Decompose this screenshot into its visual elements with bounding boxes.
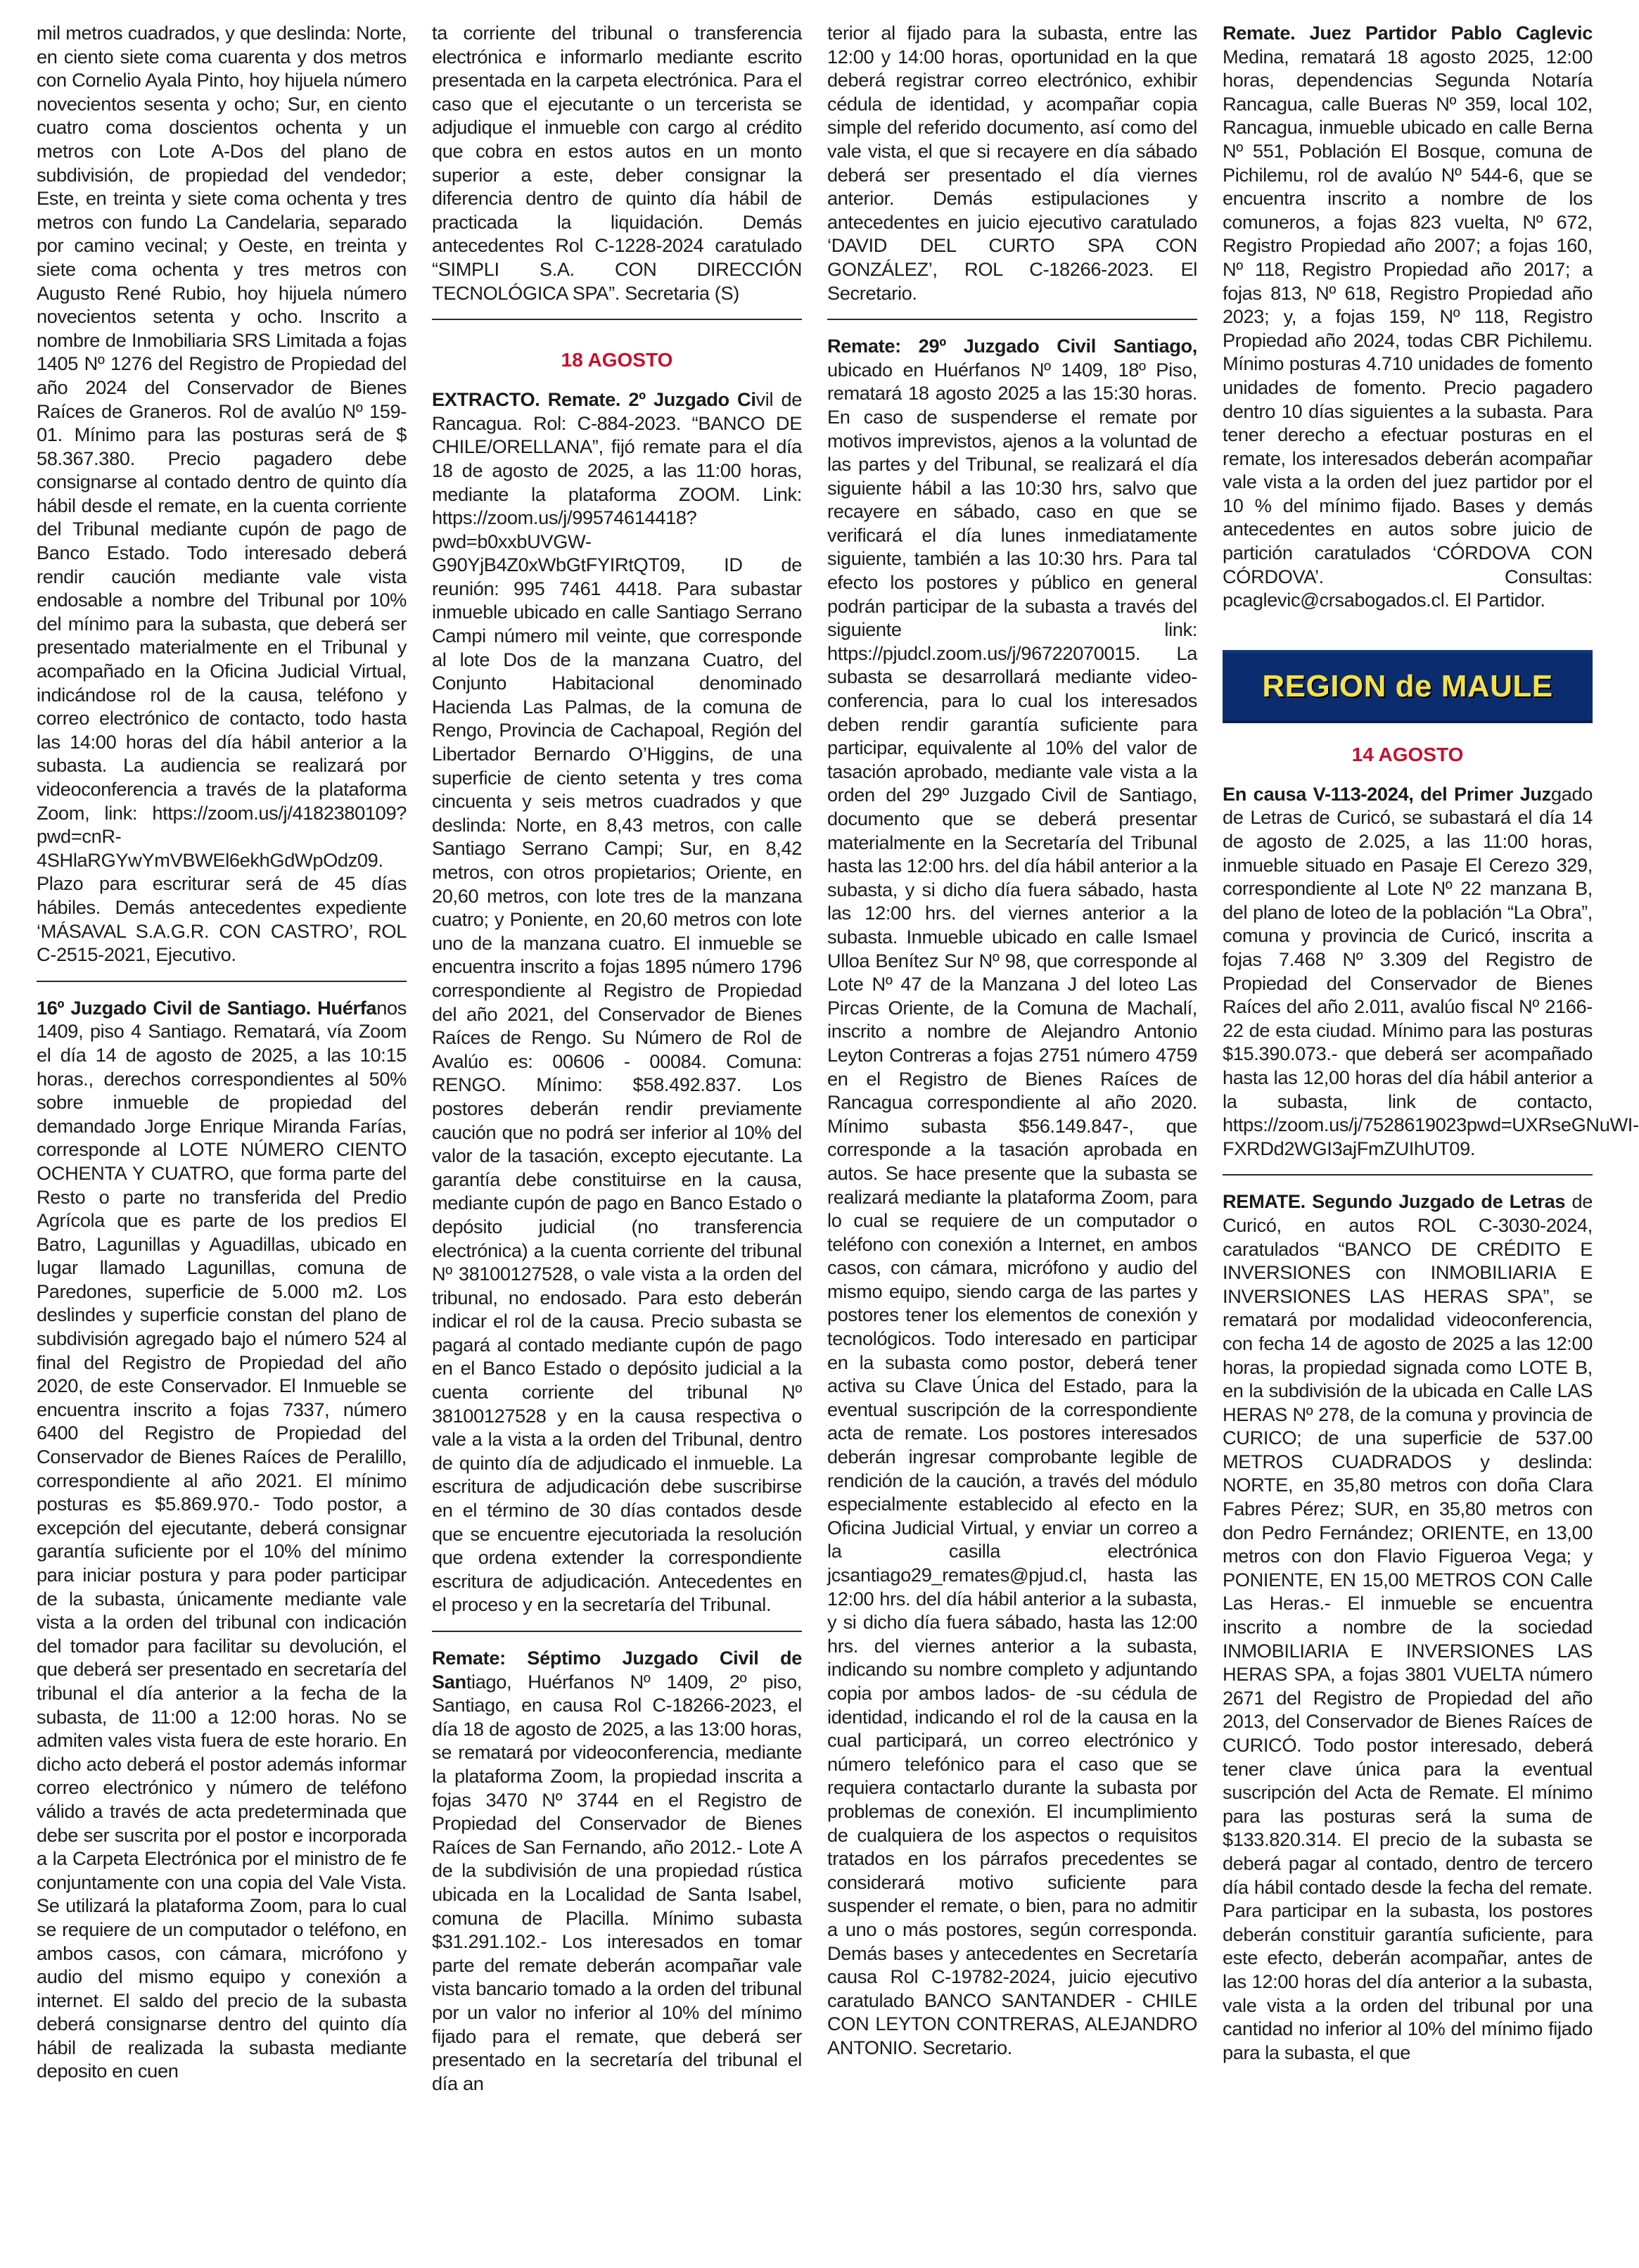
notice-16-juzgado-civil-santiago (37, 996, 407, 2087)
notice-body: mil metros cuadrados, y que deslinda: Norte, en ciento siete coma cuarenta y dos metros con Cornelio Ayala Pinto, hoy hijuela número novecientos sesenta y ocho; Sur, en ciento cuatro coma doscientos ochenta y un metros con Lote A-Dos del plano de subdivisión, de propiedad del vendedor; Este, en treinta y siete coma ochenta y tres metros con fundo La Candelaria, separado por camino vecinal; y Oeste, en treinta y siete coma ochenta y tres metros con Augusto René Rubio, hoy hijuela número novecientos setenta y ocho. Inscrito a nombre de Inmobiliaria SRS Limitada a fojas 1405 Nº 1276 del Registro de Propiedad del año 2024 del Conservador de Bienes Raíces de Graneros. Rol de avalúo Nº 159-01. Mínimo para las posturas será de $ 58.367.380. Precio pagadero debe consignarse al contado dentro de quinto día hábil desde el remate, en la cuenta corriente del Tribunal mediante cupón de pago de Banco Estado. Todo interesado deberá rendir caución mediante vale vista endosable a nombre del Tribunal por 10% del mínimo para la subasta, que deberá ser presentado materialmente en el Tribunal y acompañado en la Oficina Judicial Virtual, indicándose rol de la causa, teléfono y correo electrónico de contacto, todo hasta las 14:00 horas del día hábil anterior a la subasta. La audiencia se realizará por videoconferencia a través de la plataforma Zoom, link: https://zoom.us/j/4182380109?pwd=cnR-4SHlaRGYwYmVBWEl6ekhGdWpOdz09. Plazo para escriturar será de 45 días hábiles. Demás antecedentes expediente ‘MÁSAVAL S.A.G.R. CON CASTRO’, ROL C-2515-2021, Ejecutivo. (37, 22, 407, 966)
notice-body: ta corriente del tribunal o transferencia electrónica e informarlo mediante escrito presentada en la carpeta electrónica. Para el caso que el ejecutante o un tercerista se adjudique el inmueble con cargo al crédito que cobra en estos autos en un monto superior a este, deber consignar la diferencia dentro de quinto día hábil de practicada la liquidación. Demás antecedentes Rol C-1228-2024 caratulado “SIMPLI S.A. CON DIRECCIÓN TECNOLÓGICA SPA”. Secretaria (S) (432, 22, 802, 304)
notice-text (827, 21, 1197, 305)
notice-lead: Remate: 29º Juzgado Civil Santiago, (827, 335, 1197, 357)
notice-2-juzgado-rancagua (432, 388, 802, 1621)
notice-body: vil de Rancagua. Rol: C-884-2023. “BANCO DE CHILE/ORELLANA”, fijó remate para el día 18 de agosto de 2025, a las 11:00 horas, mediante la plataforma ZOOM. Link: https://zoom.us/j/99574614418?pwd=b0xxbUVGW-G90YjB4Z0xWbGtFYIRtQT09, ID de reunión: 995 7461 4418. Para subastar inmueble ubicado en calle Santiago Serrano Campi número mil veinte, que corresponde al lote Dos de la manzana Cuatro, del Conjunto Habitacional denominado Hacienda Las Palmas, de la comuna de Rengo, Provincia de Cachapoal, Región del Libertador Bernardo O’Higgins, de una superficie de ciento setenta y tres coma cincuenta y seis metros cuadrados y que deslinda: Norte, en 8,43 metros, con calle Santiago Serrano Campi; Sur, en 8,42 metros, con otros propietarios; Oriente, en 20,60 metros, con lote tres de la manzana cuatro; y Poniente, en 20,60 metros con lote uno de la manzana cuatro. El inmueble se encuentra inscrito a fojas 1895 número 1796 correspondiente al Registro de Propiedad del año 2021, del Conservador de Bienes Raíces de Rengo. Su Número de Rol de Avalúo es: 00606 - 00084. Comuna: RENGO. Mínimo: $58.492.837. Los postores deberán rendir previamente caución que no podrá ser inferior al 10% del valor de la tasación, excepto ejecutante. La garantía debe constituirse en la causa, mediante cupón de pago en Banco Estado o depósito judicial (no transferencia electrónica) a la cuenta corriente del tribunal Nº 38100127528, o vale vista a la orden del tribunal, no endosado. Para esto deberán indicar el rol de la causa. Precio subasta se pagará al contado mediante cupón de pago en el Banco Estado o depósito judicial a la cuenta corriente del tribunal Nº 38100127528 y en la causa respectiva o vale a la vista a la orden del Tribunal, dentro de quinto día de adjudicado el inmueble. La escritura de adjudicación debe suscribirse en el término de 30 días contados desde que se encuentre ejecutoriada la resolución que ordena extender la correspondiente escritura de adjudicación. Antecedentes en el proceso y en la secretaría del Tribunal. (432, 388, 802, 1616)
notice-lead: EXTRACTO. Remate. 2º Juzgado Ci (432, 388, 756, 411)
notice-text (432, 1646, 802, 2095)
notice-text (37, 996, 407, 2083)
column-1 (37, 21, 407, 2247)
notice-text (827, 334, 1197, 2059)
region-banner-title: REGION de MAULE (1262, 669, 1553, 704)
notice-body: Medina, rematará 18 agosto 2025, 12:00 horas, dependencias Segunda Notaría Rancagua, calle Bueras Nº 359, local 102, Rancagua, inmueble ubicado en calle Berna Nº 551, Población El Bosque, comuna de Pichilemu, rol de avalúo Nº 544-6, que se encuentra inscrito a nombre de los comuneros, a fojas 823 vuelta, Nº 672, Registro Propiedad año 2007; a fojas 160, Nº 118, Registro Propiedad año 2017; a fojas 813, Nº 618, Registro Propiedad año 2023; y, a fojas 159, Nº 118, Registro Propiedad año 2024, todas CBR Pichilemu. Mínimo posturas 4.710 unidades de fomento unidades de fomento. Precio pagadero dentro 10 días siguientes a la subasta. Para tener derecho a efectuar posturas en el remate, los interesados deberán acompañar vale vista a la orden del juez partidor por el 10 % del mínimo fijado. Bases y demás antecedentes en autos sobre juicio de partición caratulados ‘CÓRDOVA CON CÓRDOVA’. Consultas: pcaglevic@crsabogados.cl. El Partidor. (1223, 45, 1593, 611)
notice-septimo-continued (827, 21, 1197, 309)
notice-juez-partidor (1223, 21, 1593, 616)
notice-lead: 16º Juzgado Civil de Santiago. Huérfa (37, 996, 377, 1019)
notice-septimo-juzgado-santiago (432, 1646, 802, 2099)
notice-body: ubicado en Huérfanos Nº 1409, 18º Piso, rematará 18 agosto 2025 a las 15:30 horas. En caso de suspenderse el remate por motivos imprevistos, ajenos a la voluntad de las partes y del Tribunal, se realizará el día siguiente hábil a las 10:30 hrs, salvo que recayere en sábado, caso en que se verificará el día lunes inmediatamente siguiente, también a las 10:30 hrs. Para tal efecto los postores y público en general podrán participar de la subasta a través del siguiente link: https://pjudcl.zoom.us/j/96722070015. La subasta se desarrollará mediante video-conferencia, para lo cual los interesados deben rendir garantía suficiente para participar, equivalente al 10% del valor de tasación aprobado, mediante vale vista a la orden del 29º Juzgado Civil de Santiago, documento que se deberá presentar materialmente en la Secretaría del Tribunal hasta las 12:00 hrs. del día hábil anterior a la subasta, y si dicho día fuera sábado, hasta las 12:00 hrs. del viernes anterior a la subasta. Inmueble ubicado en calle Ismael Ulloa Benítez Sur Nº 98, que corresponde al Lote Nº 47 de la Manzana J del loteo Las Pircas Oriente, de la Comuna de Machalí, inscrito a nombre de Alejandro Antonio Leyton Contreras a fojas 2751 número 4759 en el Registro de Bienes Raíces de Rancagua correspondiente al año 2020. Mínimo subasta $56.149.847-, que corresponde a la tasación aprobada en autos. Se hace presente que la subasta se realizará mediante la plataforma Zoom, para lo cual se requiere de un computador o teléfono con conexión a Internet, en ambos casos, con cámara, micrófono y audio del mismo equipo, siendo carga de las partes y postores tener los elementos de conexión y tecnológicos. Todo interesado en participar en la subasta como postor, deberá tener activa su Clave Única del Estado, para la eventual suscripción de la correspondiente acta de remate. Los postores interesados deberán ingresar comprobante legible de rendición de la caución, a través del módulo especialmente establecido al efecto en la Oficina Judicial Virtual, y enviar un correo a la casilla electrónica jcsantiago29_remates@pjud.cl, hasta las 12:00 hrs. del día hábil anterior a la subasta, y si dicho día fuera sábado, hasta las 12:00 hrs. del viernes anterior a la subasta, indicando su nombre completo y adjuntando copia por ambos lados- de -su cédula de identidad, indicando el rol de la causa en la cual participará, un correo electrónico y número telefónico para el caso que se requiera contactarlo durante la subasta por problemas de conexión. El incumplimiento de cualquiera de los aspectos o requisitos tratados en los párrafos precedentes se considerará motivo suficiente para suspender el remate, o bien, para no admitir a uno o más postores, según corresponda. Demás bases y antecedentes en Secretaría causa Rol C-19782-2024, juicio ejecutivo caratulado BANCO SANTANDER - CHILE CON LEYTON CONTRERAS, ALEJANDRO ANTONIO. Secretario. (827, 358, 1197, 2058)
date-heading-18-agosto: 18 AGOSTO (561, 349, 673, 371)
notice-simpli-continued (432, 21, 802, 309)
classifieds-page (37, 21, 1639, 2247)
notice-segundo-juzgado-curico (1223, 1190, 1593, 2068)
notice-29-juzgado-civil-santiago (827, 334, 1197, 2063)
notice-divider (827, 319, 1197, 320)
notice-graneros-continued (37, 21, 407, 971)
column-4 (1223, 21, 1639, 2247)
notice-lead: Remate. Juez Partidor Pablo Caglevic (1223, 22, 1593, 44)
column-3 (827, 21, 1197, 2247)
notice-lead: Remate: Séptimo Juzgado Civil de San (432, 1647, 802, 1693)
notice-text (432, 388, 802, 1617)
notice-body: terior al fijado para la subasta, entre las 12:00 y 14:00 horas, oportunidad en la que deberá registrar correo electrónico, exhibir cédula de identidad, y acompañar copia simple del referido documento, así como del vale vista, el que si recayere en día sábado deberá ser presentado el día viernes anterior. Demás estipulaciones y antecedentes en juicio ejecutivo caratulado ‘DAVID DEL CURTO SPA CON GONZÁLEZ’, ROL C-18266-2023. El Secretario. (827, 22, 1197, 304)
notice-divider (432, 1631, 802, 1632)
region-banner (1223, 650, 1593, 723)
date-heading-14-agosto: 14 AGOSTO (1351, 743, 1464, 765)
notice-body: de Curicó, en autos ROL C-3030-2024, caratulados “BANCO DE CRÉDITO E INVERSIONES con INMOBILIARIA E INVERSIONES LAS HERAS SPA”, se rematará por modalidad videoconferencia, con fecha 14 de agosto de 2025 a las 12:00 horas, la propiedad signada como LOTE B, en la subdivisión de la ubicada en Calle LAS HERAS Nº 278, de la comuna y provincia de CURICO; de una superficie de 537.00 METROS CUADRADOS y deslinda: NORTE, en 35,80 metros con doña Clara Fabres Pérez; SUR, en 35,80 metros con don Pedro Fernández; ORIENTE, en 13,00 metros con don Flavio Figueroa Vega; y PONIENTE, EN 15,00 METROS CON Calle Las Heras.- El inmueble se encuentra inscrito a nombre de la sociedad INMOBILIARIA E INVERSIONES LAS HERAS SPA, a fojas 3801 VUELTA número 2671 del Registro de Propiedad del año 2013, del Conservador de Bienes Raíces de CURICÓ. Todo postor interesado, deberá tener clave única para la eventual suscripción del Acta de Remate. El mínimo para las posturas será la suma de $133.820.314. El precio de la subasta se deberá pagar al contado, dentro de tercero día hábil contado desde la fecha del remate. Para participar en la subasta, los postores deberán constituir garantía suficiente, para este efecto, deberán acompañar, antes de las 12:00 horas del día anterior a la subasta, vale vista a la orden del tribunal por una cantidad no inferior al 10% del mínimo fijado para la subasta, el que (1223, 1190, 1593, 2063)
notice-body: tiago, Huérfanos Nº 1409, 2º piso, Santiago, en causa Rol C-18266-2023, el día 18 de agosto de 2025, a las 13:00 horas, se rematará por videoconferencia, mediante la plataforma Zoom, la propiedad inscrita a fojas 3470 Nº 3744 en el Registro de Propiedad del Conservador de Bienes Raíces de San Fernando, año 2012.- Lote A de la subdivisión de una propiedad rústica ubicada en la Localidad de Santa Isabel, comuna de Placilla. Mínimo subasta $31.291.102.- Los interesados en tomar parte del remate deberán acompañar vale vista bancario tomado a la orden del tribunal por un valor no inferior al 10% del mínimo fijado para el remate, que deberá ser presentado en la secretaría del tribunal el día an (432, 1670, 802, 2094)
notice-body: nos 1409, piso 4 Santiago. Rematará, vía Zoom el día 14 de agosto de 2025, a las 10:15 horas., derechos correspondientes al 50% sobre inmueble de propiedad del demandado Jorge Enrique Miranda Farías, corresponde al LOTE NÚMERO CIENTO OCHENTA Y CUATRO, que forma parte del Resto o parte no transferida del Predio Agrícola que es parte de los predios El Batro, Lagunillas y Aguadillas, ubicado en lugar llamado Lagunillas, comuna de Paredones, superficie de 5.000 m2. Los deslindes y superficie constan del plano de subdivisión agregado bajo el número 524 al final del Registro de Propiedad del año 2020, de este Conservador. El Inmueble se encuentra inscrito a fojas 7337, número 6400 del Registro de Propiedad del Conservador de Bienes Raíces de Peralillo, correspondiente al año 2021. El mínimo posturas es $5.869.970.- Todo postor, a excepción del ejecutante, deberá consignar garantía suficiente por el 10% del mínimo para iniciar postura y para poder participar de la subasta, únicamente mediante vale vista a la orden del tribunal con indicación del tomador para facilitar su devolución, el que deberá ser presentado en secretaría del tribunal el día anterior a la fecha de la subasta, de 11:00 a 12:00 horas. No se admiten vales vista fuera de este horario. En dicho acto deberá el postor además informar correo electrónico y número de teléfono válido a través de acta predeterminada que debe ser suscrita por el postor e incorporada a la Carpeta Electrónica por el ministro de fe conjuntamente con una copia del Vale Vista. Se utilizará la plataforma Zoom, para lo cual se requiere de un computador o teléfono, en ambos casos, con cámara, micrófono y audio del mismo equipo y conexión a internet. El saldo del precio de la subasta deberá consignarse dentro del quinto día hábil de realizada la subasta mediante deposito en cuen (37, 996, 407, 2082)
notice-body: gado de Letras de Curicó, se subastará el día 14 de agosto de 2.025, a las 11:00 horas, inmueble situado en Pasaje El Cerezo 329, correspondiente al Lote Nº 22 manzana B, del plano de loteo de la población “La Obra”, comuna y provincia de Curicó, inscrita a fojas 7.468 Nº 3.309 del Registro de Propiedad del Conservador de Bienes Raíces del año 2.011, avalúo fiscal Nº 2166-22 de esta ciudad. Mínimo para las posturas $15.390.073.- que deberá ser acompañado hasta las 12,00 horas del día hábil anterior a la subasta, link de contacto, https://zoom.us/j/7528619023pwd=UXRseGNuWI-FXRDd2WGI3ajFmZUIhUT09. (1223, 782, 1639, 1159)
notice-text (1223, 21, 1593, 612)
notice-divider (1223, 1174, 1593, 1176)
column-2 (432, 21, 802, 2247)
notice-divider (432, 319, 802, 320)
notice-text (432, 21, 802, 305)
notice-text (1223, 1190, 1593, 2064)
notice-text (37, 21, 407, 967)
notice-divider (37, 981, 407, 982)
notice-lead: En causa V-113-2024, del Primer Juz (1223, 782, 1551, 805)
notice-lead: REMATE. Segundo Juzgado de Letras (1223, 1190, 1566, 1213)
notice-text (1223, 782, 1639, 1161)
notice-primer-juzgado-curico (1223, 782, 1639, 1165)
